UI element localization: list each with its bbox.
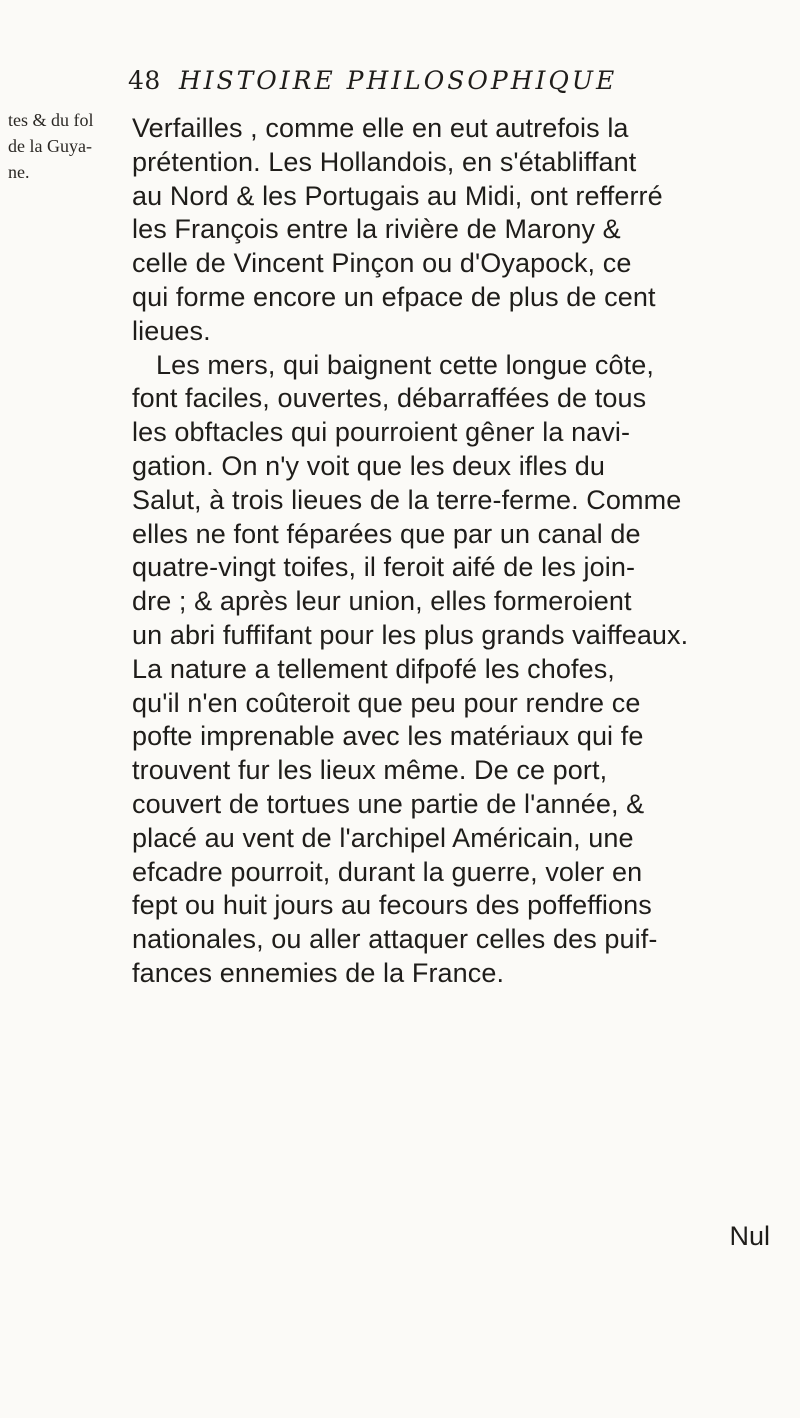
text-line: gation. On n'y voit que les deux ifles du: [132, 450, 606, 481]
text-line: font faciles, ouvertes, débarraffées de tous: [132, 383, 647, 414]
text-line: un abri fuffifant pour les plus grands vaiffeaux.: [132, 619, 689, 650]
text-line: Les mers, qui baignent cette longue côte,: [156, 349, 654, 380]
text-line: fances ennemies de la France.: [132, 957, 505, 988]
body-text: [132, 112, 768, 991]
text-line: efcadre pourroit, durant la guerre, voler en: [132, 856, 643, 887]
catchword: Nul: [729, 1221, 770, 1251]
text-line: nationales, ou aller attaquer celles des puif-: [132, 924, 658, 955]
text-line: Verfailles , comme elle en eut autrefois la: [132, 113, 629, 143]
running-title: HISTOIRE PHILOSOPHIQUE: [178, 66, 618, 95]
page-number: 48: [128, 66, 161, 95]
text-line: au Nord & les Portugais au Midi, ont refferré: [132, 180, 663, 211]
text-line: qu'il n'en coûteroit que peu pour rendre ce: [132, 687, 641, 718]
text-line: pofte imprenable avec les matériaux qui fe: [132, 721, 644, 752]
text-line: lieues.: [132, 315, 211, 346]
text-line: fept ou huit jours au fecours des poffeffions: [132, 890, 652, 921]
text-line: trouvent fur les lieux même. De ce port,: [132, 755, 608, 786]
margin-note: tes & du fol de la Guya- ne.: [8, 110, 94, 182]
text-line: qui forme encore un efpace de plus de cent: [132, 281, 656, 312]
text-line: celle de Vincent Pinçon ou d'Oyapock, ce: [132, 248, 632, 279]
text-line: couvert de tortues une partie de l'année, &: [132, 788, 645, 819]
text-line: elles ne font féparées que par un canal de: [132, 518, 641, 549]
text-line: quatre-vingt toifes, il feroit aifé de les join-: [132, 552, 636, 583]
text-line: placé au vent de l'archipel Américain, une: [132, 822, 634, 853]
text-line: les François entre la rivière de Marony &: [132, 214, 621, 245]
text-line: Salut, à trois lieues de la terre-ferme. Comme: [132, 484, 682, 515]
text-line: prétention. Les Hollandois, en s'établiffant: [132, 146, 637, 177]
text-line: dre ; & après leur union, elles formeroient: [132, 586, 632, 617]
text-line: La nature a tellement difpofé les chofes,: [132, 653, 615, 684]
text-line: les obftacles qui pourroient gêner la navi-: [132, 417, 631, 448]
page-header: [128, 68, 768, 102]
